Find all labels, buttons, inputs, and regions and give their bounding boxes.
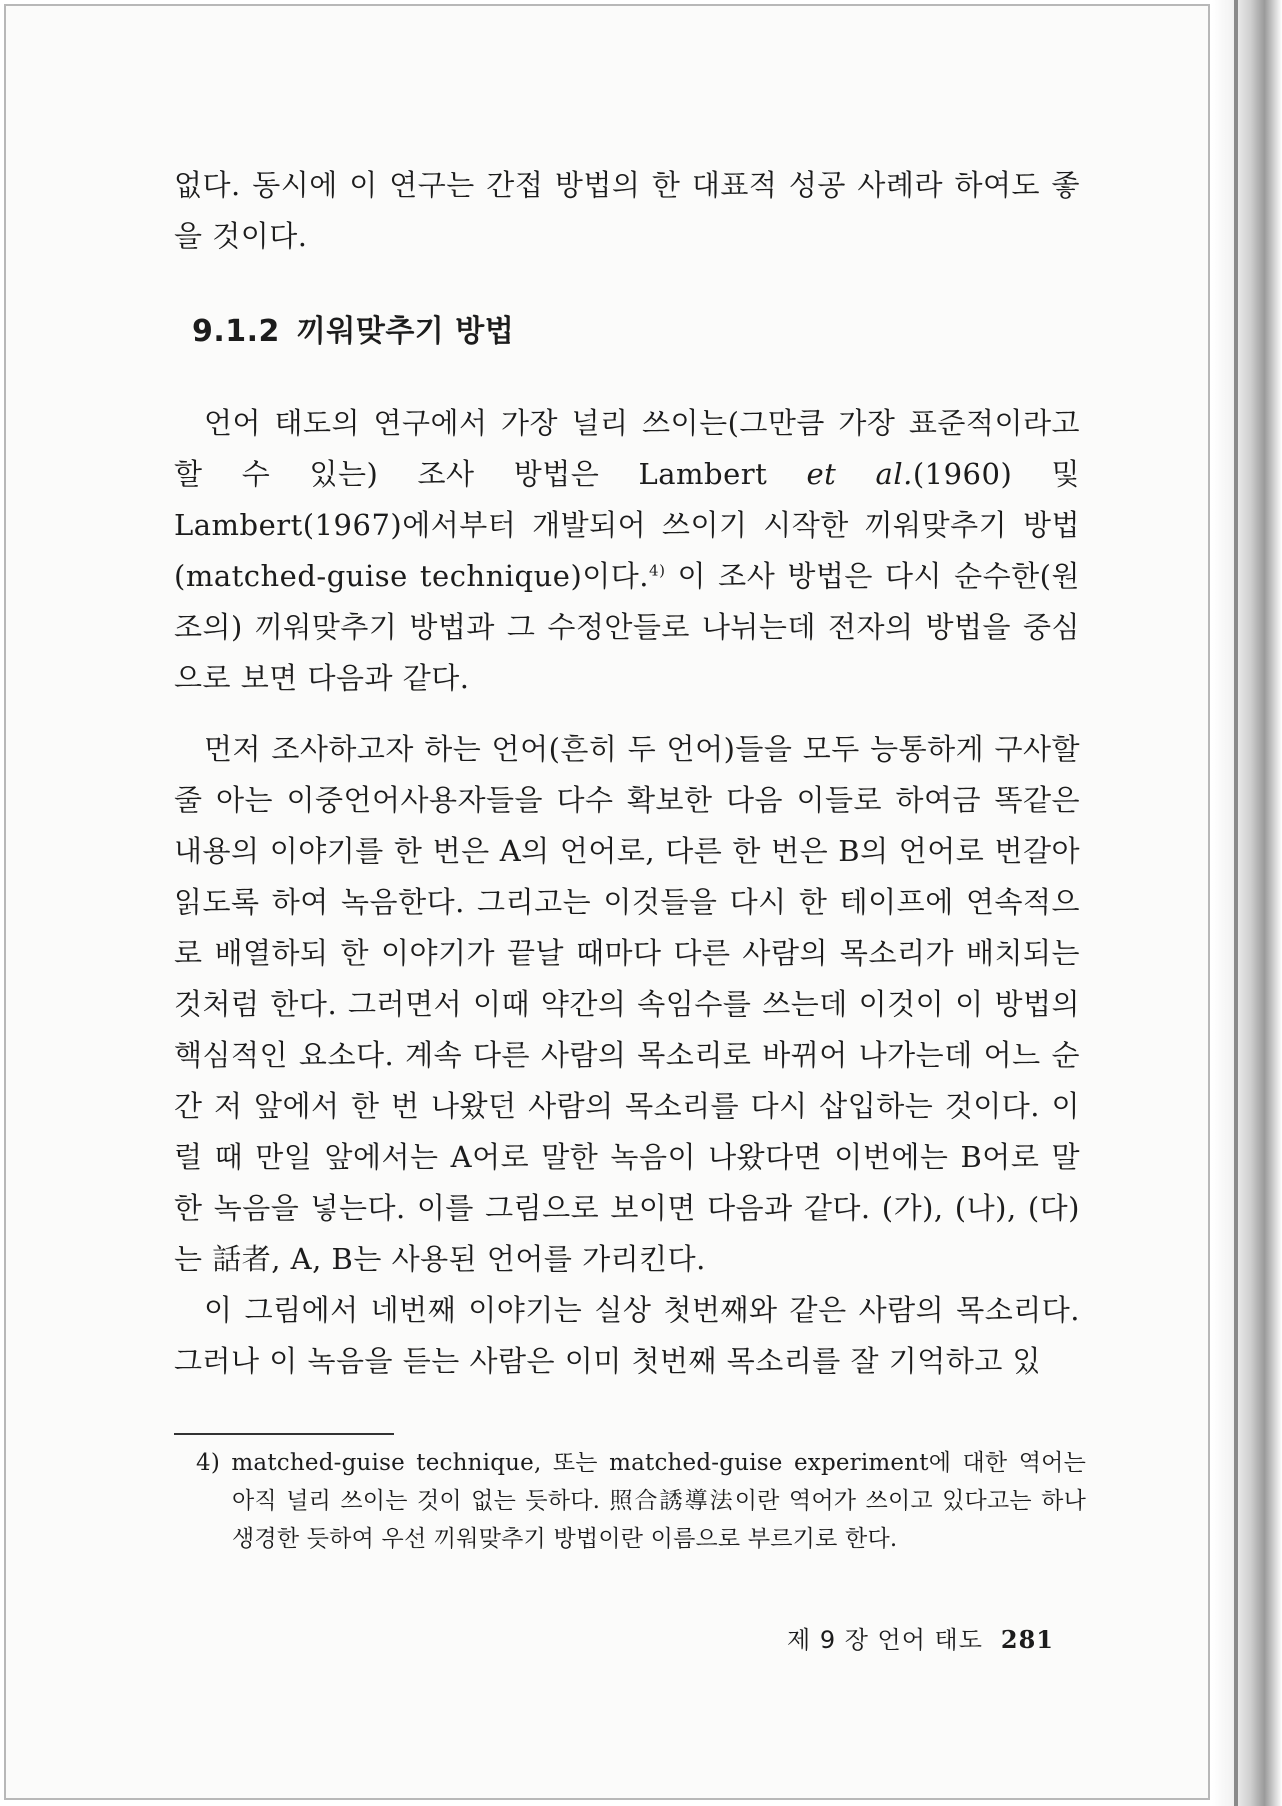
- chapter-title: 제 9 장 언어 태도: [787, 1626, 983, 1654]
- footnote: [196, 1444, 1086, 1558]
- page-body: [174, 160, 1080, 1387]
- page-edge-shadow: [1212, 0, 1282, 1806]
- section-heading: [192, 312, 1080, 352]
- paragraph-1-text-a: 언어 태도의 연구에서 가장 널리 쓰이는(그만큼 가장 표준적이라고 할 수 있는) 조사 방법은 Lambert: [174, 406, 1080, 491]
- running-footer: [787, 1620, 1054, 1655]
- paragraph-2: 먼저 조사하고자 하는 언어(흔히 두 언어)들을 모두 능통하게 구사할 줄 아는 이중언어사용자들을 다수 확보한 다음 이들로 하여금 똑같은 내용의 이야기를 한 번은 A의 언어로, 다른 한 번은 B의 언어로 번갈아 읽도록 하여 녹음한다. 그리고는 이것들을 다시 한 테이프에 연속적으로 배열하되 한 이야기가 끝날 때마다 다른 사람의 목소리가 배치되는 것처럼 한다. 그러면서 이때 약간의 속임수를 쓰는데 이것이 이 방법의 핵심적인 요소다. 계속 다른 사람의 목소리로 바뀌어 나가는데 어느 순간 저 앞에서 한 번 나왔던 사람의 목소리를 다시 삽입하는 것이다. 이럴 때 만일 앞에서는 A어로 말한 녹음이 나왔다면 이번에는 B어로 말한 녹음을 넣는다. 이를 그림으로 보이면 다음과 같다. (가), (나), (다)는 話者, A, B는 사용된 언어를 가리킨다.: [174, 732, 1080, 1276]
- paragraph-1-text-c: (1960) 및 Lambert(1967)에서부터 개발되어 쓰이기 시작한 끼워맞추기 방법(matched-guise technique)이다.: [174, 457, 1080, 593]
- footnote-text: matched-guise technique, 또는 matched-guise experiment에 대한 역어는 아직 널리 쓰이는 것이 없는 듯하다. 照合誘導法이란 역어가 쓰이고 있다고는 하나 생경한 듯하여 우선 끼워맞추기 방법이란 이름으로 부르기로 한다.: [231, 1450, 1086, 1552]
- section-title: 끼워맞추기 방법: [296, 314, 515, 349]
- footnote-entry: [196, 1444, 1086, 1558]
- footnote-marker: 4): [196, 1450, 221, 1476]
- paragraph-1-text-d: 이 조사 방법은 다시 순수한(원조의) 끼워맞추기 방법과 그 수정안들로 나뉘는데 전자의 방법을 중심으로 보면 다음과 같다.: [174, 559, 1080, 695]
- section-number: 9.1.2: [192, 314, 280, 349]
- paragraph-3: 이 그림에서 네번째 이야기는 실상 첫번째와 같은 사람의 목소리다. 그러나 이 녹음을 듣는 사람은 이미 첫번째 목소리를 잘 기억하고 있: [174, 1293, 1080, 1378]
- page-number: 281: [1000, 1625, 1054, 1654]
- paragraph-continuation: 없다. 동시에 이 연구는 간접 방법의 한 대표적 성공 사례라 하여도 좋을 것이다.: [174, 168, 1080, 253]
- paragraph-1: [174, 398, 1080, 704]
- page-edge-line: [1234, 0, 1238, 1806]
- paragraph-1-et-al: et al.: [806, 457, 913, 491]
- footnote-divider: [174, 1433, 394, 1435]
- footnote-reference[interactable]: 4): [649, 561, 666, 580]
